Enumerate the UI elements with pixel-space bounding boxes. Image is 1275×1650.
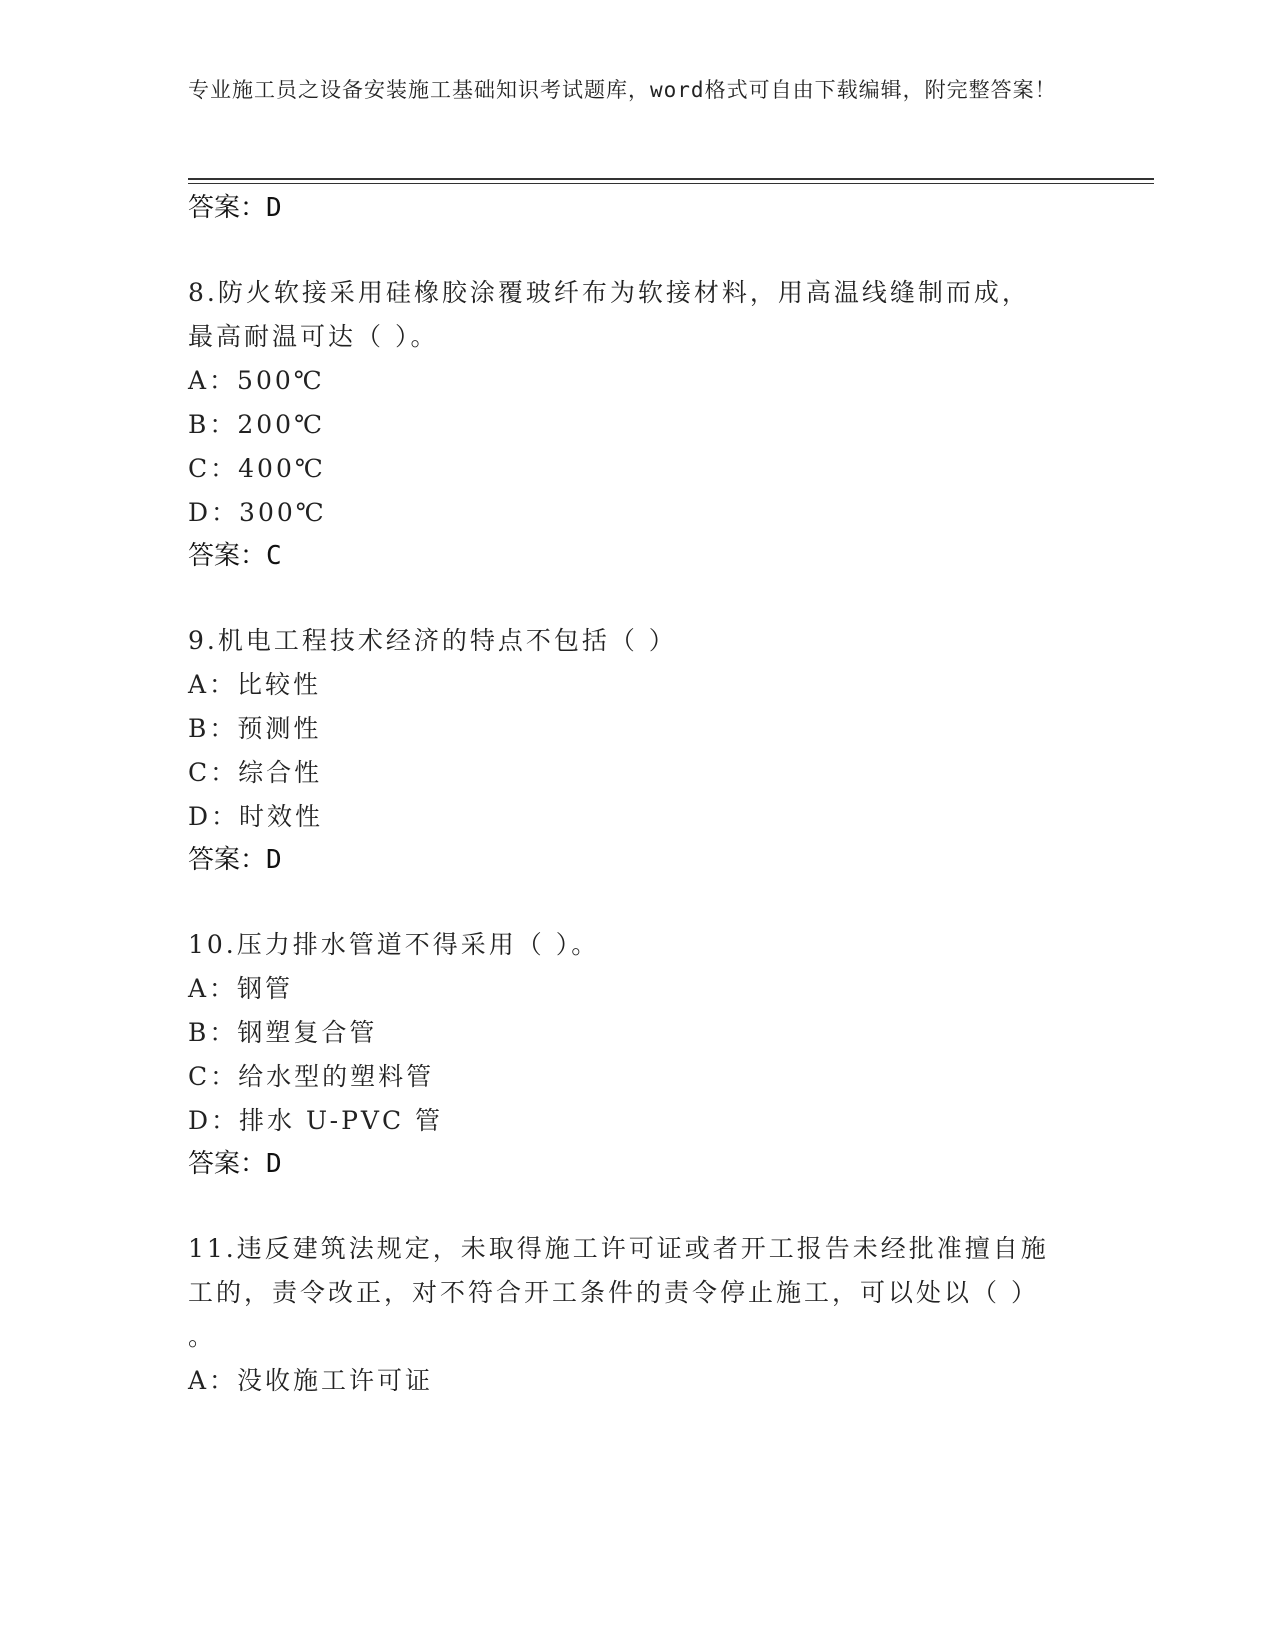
- question-9-answer: 答案：D: [188, 845, 282, 875]
- question-10-option-c: C：给水型的塑料管: [188, 1062, 435, 1091]
- question-9-option-a: A：比较性: [188, 670, 322, 699]
- question-10-stem-line-1: 10.压力排水管道不得采用（ ）。: [188, 930, 600, 959]
- question-8-stem-line-2: 最高耐温可达（ ）。: [188, 322, 439, 351]
- question-8-option-b: B：200℃: [188, 410, 326, 439]
- document-header: 专业施工员之设备安装施工基础知识考试题库，word格式可自由下载编辑，附完整答案！: [188, 78, 1057, 102]
- question-10-option-d: D：排水 U-PVC 管: [188, 1106, 444, 1135]
- question-9-option-d: D：时效性: [188, 802, 324, 831]
- question-11-stem-line-1: 11.违反建筑法规定，未取得施工许可证或者开工报告未经批准擅自施: [188, 1234, 1049, 1263]
- question-11-option-a: A：没收施工许可证: [188, 1366, 434, 1395]
- question-8-option-a: A：500℃: [188, 366, 325, 395]
- header-divider-thick: [188, 178, 1154, 180]
- question-8-stem-line-1: 8.防火软接采用硅橡胶涂覆玻纤布为软接材料，用高温线缝制而成，: [188, 278, 1030, 307]
- question-9-stem-line-1: 9.机电工程技术经济的特点不包括（ ）: [188, 626, 677, 655]
- header-divider-thin: [188, 183, 1154, 184]
- question-10-option-b: B：钢塑复合管: [188, 1018, 378, 1047]
- question-9-option-c: C：综合性: [188, 758, 323, 787]
- question-8-option-c: C：400℃: [188, 454, 326, 483]
- question-10-option-a: A：钢管: [188, 974, 294, 1003]
- answer-previous: 答案：D: [188, 193, 282, 223]
- question-9-option-b: B：预测性: [188, 714, 322, 743]
- question-10-answer: 答案：D: [188, 1149, 282, 1179]
- question-11-stem-line-3: 。: [188, 1322, 217, 1351]
- question-8-answer: 答案：C: [188, 541, 282, 571]
- question-8-option-d: D：300℃: [188, 498, 327, 527]
- question-11-stem-line-2: 工的，责令改正，对不符合开工条件的责令停止施工，可以处以（ ）: [188, 1278, 1039, 1307]
